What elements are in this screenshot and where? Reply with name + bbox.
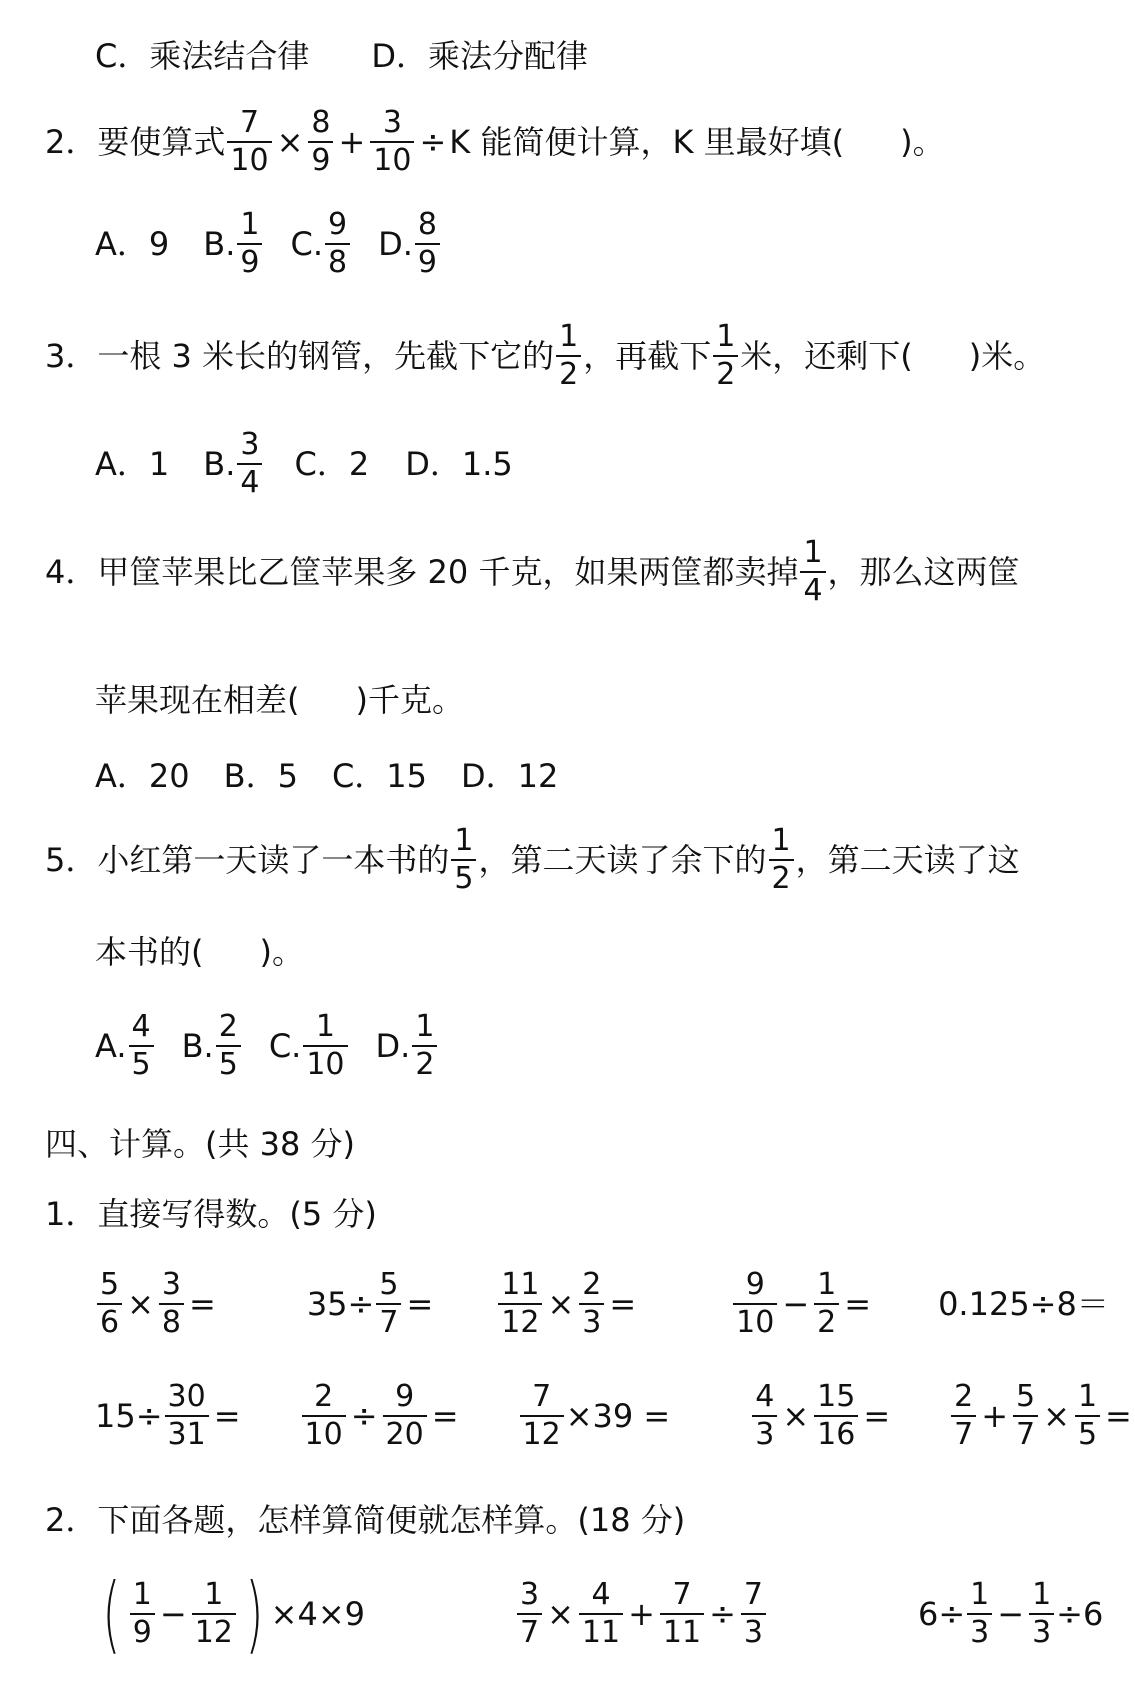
question-4-options bbox=[95, 757, 559, 795]
equals-sign: = bbox=[213, 1397, 241, 1435]
fraction bbox=[165, 1379, 209, 1452]
question-5-stem bbox=[45, 823, 1020, 896]
question-5-options bbox=[95, 1009, 439, 1082]
denominator: 5 bbox=[129, 1045, 154, 1080]
left-paren: ( bbox=[102, 1565, 121, 1663]
numerator: 7 bbox=[239, 105, 260, 140]
fraction bbox=[967, 1577, 992, 1650]
denominator: 9 bbox=[130, 1613, 155, 1648]
numerator: 2 bbox=[582, 1267, 602, 1302]
numerator: 15 bbox=[817, 1379, 856, 1414]
numerator: 8 bbox=[311, 105, 331, 140]
expr-8 bbox=[518, 1379, 671, 1452]
operator: × bbox=[127, 1285, 154, 1323]
fraction bbox=[517, 1577, 542, 1650]
fraction bbox=[741, 1577, 766, 1650]
fraction bbox=[660, 1577, 704, 1650]
fraction bbox=[1029, 1577, 1054, 1650]
fraction bbox=[769, 823, 794, 896]
part-1-title: 1．直接写得数。(5 分) bbox=[45, 1195, 377, 1233]
expr-2 bbox=[306, 1267, 436, 1340]
denominator: 12 bbox=[498, 1303, 542, 1338]
denominator: 10 bbox=[227, 141, 271, 176]
equals-sign: = bbox=[609, 1285, 637, 1323]
q3-number: 3． bbox=[45, 337, 98, 375]
numerator: 1 bbox=[1032, 1577, 1052, 1612]
expr-1 bbox=[95, 1267, 219, 1340]
numerator: 3 bbox=[520, 1577, 540, 1612]
q3-option-c: C．2 bbox=[294, 445, 370, 483]
fraction bbox=[1075, 1379, 1100, 1452]
denominator: 2 bbox=[814, 1303, 839, 1338]
numerator: 2 bbox=[314, 1379, 334, 1414]
fraction bbox=[415, 207, 440, 280]
expr-prefix: 6÷ bbox=[918, 1595, 966, 1633]
denominator: 3 bbox=[579, 1303, 604, 1338]
numerator: 1 bbox=[132, 1577, 152, 1612]
q4-number: 4． bbox=[45, 553, 98, 591]
numerator: 2 bbox=[218, 1009, 238, 1044]
equals-sign: = bbox=[189, 1285, 216, 1323]
q5-text-2: ，第二天读了余下的 bbox=[478, 841, 767, 879]
expr-10 bbox=[949, 1379, 1135, 1452]
fraction bbox=[951, 1379, 976, 1452]
denominator: 2 bbox=[713, 355, 738, 390]
denominator: 11 bbox=[579, 1613, 623, 1648]
denominator: 6 bbox=[97, 1303, 122, 1338]
fraction bbox=[97, 1267, 122, 1340]
expr-prefix: 15÷ bbox=[95, 1397, 163, 1435]
q4-text-1: 甲筐苹果比乙筐苹果多 20 千克，如果两筐都卖掉 bbox=[97, 553, 799, 591]
numerator: 11 bbox=[501, 1267, 540, 1302]
q2-number: 2． bbox=[45, 123, 98, 161]
numerator: 9 bbox=[395, 1379, 415, 1414]
q5-option-d-label: D. bbox=[375, 1027, 411, 1065]
fraction bbox=[412, 1009, 437, 1082]
fraction bbox=[498, 1267, 542, 1340]
q1-options-tail bbox=[95, 37, 589, 75]
q1-option-c: C．乘法结合律 bbox=[95, 37, 310, 75]
numerator: 1 bbox=[415, 1009, 435, 1044]
expr-3 bbox=[496, 1267, 639, 1340]
numerator: 3 bbox=[161, 1267, 181, 1302]
denominator: 7 bbox=[517, 1613, 542, 1648]
q2-option-d-label: D. bbox=[378, 225, 413, 263]
fraction bbox=[130, 1577, 155, 1650]
denominator: 5 bbox=[216, 1045, 241, 1080]
q3-text-3: 米，还剩下( bbox=[740, 337, 913, 375]
fraction bbox=[159, 1267, 184, 1340]
fraction bbox=[451, 823, 476, 896]
numerator: 1 bbox=[204, 1577, 224, 1612]
denominator: 9 bbox=[237, 243, 262, 278]
numerator: 4 bbox=[755, 1379, 775, 1414]
numerator: 1 bbox=[1077, 1379, 1098, 1414]
numerator: 7 bbox=[672, 1577, 692, 1612]
denominator: 31 bbox=[165, 1415, 209, 1450]
expr-5: 0.125÷8＝ bbox=[938, 1285, 1109, 1323]
q5-option-b-label: B. bbox=[181, 1027, 214, 1065]
fraction bbox=[520, 1379, 564, 1452]
numerator: 8 bbox=[417, 207, 437, 242]
fraction bbox=[302, 1379, 346, 1452]
question-2-options bbox=[95, 207, 442, 280]
denominator: 10 bbox=[733, 1303, 777, 1338]
fraction bbox=[814, 1267, 839, 1340]
q4-option-b: B．5 bbox=[223, 757, 298, 795]
denominator: 11 bbox=[660, 1613, 704, 1648]
denominator: 3 bbox=[752, 1415, 777, 1450]
numerator: 1 bbox=[454, 823, 474, 858]
operator: + bbox=[338, 123, 366, 161]
denominator: 2 bbox=[556, 355, 581, 390]
simplify-expr-2 bbox=[515, 1577, 768, 1650]
operator: × bbox=[1043, 1397, 1070, 1435]
numerator: 7 bbox=[532, 1379, 552, 1414]
denominator: 10 bbox=[303, 1045, 347, 1080]
q3-option-a: A．1 bbox=[95, 445, 170, 483]
expr-4 bbox=[731, 1267, 874, 1340]
denominator: 8 bbox=[325, 243, 350, 278]
part-2-title: 2．下面各题，怎样算简便就怎样算。(18 分) bbox=[45, 1501, 686, 1539]
fraction bbox=[1013, 1379, 1038, 1452]
denominator: 12 bbox=[192, 1613, 236, 1648]
operator: × bbox=[782, 1397, 810, 1435]
q2-text-post: K 能简便计算，K 里最好填( bbox=[449, 123, 845, 161]
simplify-expr-1 bbox=[95, 1565, 365, 1663]
right-paren: ) bbox=[245, 1565, 264, 1663]
denominator: 9 bbox=[415, 243, 440, 278]
fraction bbox=[556, 319, 581, 392]
expr-suffix: ÷6 bbox=[1056, 1595, 1104, 1633]
fraction bbox=[129, 1009, 154, 1082]
numerator: 1 bbox=[970, 1577, 990, 1612]
expr-6 bbox=[95, 1379, 244, 1452]
fraction bbox=[713, 319, 738, 392]
q5-text-3: ，第二天读了这 bbox=[795, 841, 1020, 879]
q3-option-d: D．1.5 bbox=[405, 445, 513, 483]
expr-prefix: 35÷ bbox=[306, 1285, 375, 1323]
question-5-stem-cont bbox=[95, 933, 304, 971]
denominator: 12 bbox=[520, 1415, 564, 1450]
numerator: 3 bbox=[240, 427, 260, 462]
numerator: 30 bbox=[167, 1379, 206, 1414]
q4-text-2: ，那么这两筐 bbox=[827, 553, 1020, 591]
numerator: 5 bbox=[100, 1267, 120, 1302]
q4-option-a: A．20 bbox=[95, 757, 190, 795]
fraction bbox=[227, 105, 271, 178]
operator: × bbox=[547, 1595, 574, 1633]
q2-option-a: A．9 bbox=[95, 225, 170, 263]
numerator: 5 bbox=[379, 1267, 399, 1302]
fraction bbox=[733, 1267, 777, 1340]
expr-7 bbox=[300, 1379, 462, 1452]
equals-sign: = bbox=[431, 1397, 459, 1435]
fraction bbox=[800, 535, 825, 608]
denominator: 7 bbox=[951, 1415, 976, 1450]
numerator: 7 bbox=[743, 1577, 763, 1612]
simplify-row bbox=[95, 1565, 1104, 1663]
q3-text-end: )米。 bbox=[968, 337, 1046, 375]
q3-text-2: ，再截下 bbox=[583, 337, 712, 375]
fraction bbox=[376, 1267, 401, 1340]
numerator: 1 bbox=[240, 207, 260, 242]
numerator: 4 bbox=[591, 1577, 611, 1612]
operator: ÷ bbox=[350, 1397, 378, 1435]
fraction bbox=[579, 1267, 604, 1340]
q4-text-3: 苹果现在相差( bbox=[95, 681, 300, 719]
expr-suffix: ×39 = bbox=[565, 1397, 671, 1435]
q2-option-c-label: C. bbox=[290, 225, 323, 263]
fraction bbox=[814, 1379, 858, 1452]
q5-option-c-label: C. bbox=[268, 1027, 302, 1065]
denominator: 3 bbox=[1029, 1613, 1054, 1648]
q2-option-b-label: B. bbox=[203, 225, 236, 263]
fraction bbox=[383, 1379, 427, 1452]
denominator: 7 bbox=[376, 1303, 401, 1338]
denominator: 3 bbox=[967, 1613, 992, 1648]
operator: × bbox=[547, 1285, 575, 1323]
q2-text-end: )。 bbox=[900, 123, 945, 161]
denominator: 3 bbox=[741, 1613, 766, 1648]
denominator: 5 bbox=[1075, 1415, 1100, 1450]
operator: − bbox=[782, 1285, 810, 1323]
denominator: 9 bbox=[308, 141, 333, 176]
fraction bbox=[308, 105, 333, 178]
q2-text-pre: 要使算式 bbox=[97, 123, 226, 161]
expr-suffix: ×4×9 bbox=[270, 1595, 365, 1633]
question-3-options bbox=[95, 427, 513, 500]
denominator: 10 bbox=[370, 141, 414, 176]
denominator: 20 bbox=[383, 1415, 427, 1450]
question-4-stem-cont bbox=[95, 681, 464, 719]
fraction bbox=[370, 105, 414, 178]
fraction bbox=[216, 1009, 241, 1082]
fraction bbox=[237, 207, 262, 280]
fraction bbox=[752, 1379, 777, 1452]
numerator: 1 bbox=[803, 535, 823, 570]
equals-sign: = bbox=[406, 1285, 434, 1323]
q1-option-d: D．乘法分配律 bbox=[371, 37, 589, 75]
fraction bbox=[303, 1009, 347, 1082]
q4-option-d: D．12 bbox=[461, 757, 559, 795]
fraction bbox=[192, 1577, 236, 1650]
section-4-title: 四、计算。(共 38 分) bbox=[45, 1125, 356, 1163]
question-2-stem bbox=[45, 105, 945, 178]
q3-option-b-label: B. bbox=[203, 445, 236, 483]
question-4-stem bbox=[45, 535, 1020, 608]
numerator: 1 bbox=[716, 319, 736, 354]
expr-9 bbox=[750, 1379, 893, 1452]
equals-sign: = bbox=[844, 1285, 872, 1323]
denominator: 10 bbox=[302, 1415, 346, 1450]
denominator: 2 bbox=[412, 1045, 437, 1080]
equals-sign: = bbox=[1105, 1397, 1132, 1435]
numerator: 1 bbox=[315, 1009, 335, 1044]
numerator: 9 bbox=[328, 207, 348, 242]
operator: ÷ bbox=[709, 1595, 736, 1633]
expr-row-1 bbox=[95, 1267, 1109, 1340]
denominator: 8 bbox=[159, 1303, 184, 1338]
numerator: 1 bbox=[771, 823, 791, 858]
denominator: 16 bbox=[814, 1415, 858, 1450]
numerator: 5 bbox=[1016, 1379, 1036, 1414]
simplify-expr-3 bbox=[918, 1577, 1104, 1650]
denominator: 2 bbox=[769, 859, 794, 894]
equals-sign: = bbox=[863, 1397, 891, 1435]
operator: × bbox=[276, 123, 304, 161]
denominator: 5 bbox=[451, 859, 476, 894]
q3-text-1: 一根 3 米长的钢管，先截下它的 bbox=[97, 337, 555, 375]
q4-text-end: )千克。 bbox=[355, 681, 464, 719]
numerator: 3 bbox=[382, 105, 402, 140]
denominator: 4 bbox=[237, 463, 262, 498]
numerator: 9 bbox=[745, 1267, 765, 1302]
q5-number: 5． bbox=[45, 841, 98, 879]
fraction bbox=[579, 1577, 623, 1650]
operator: ÷ bbox=[419, 123, 447, 161]
numerator: 1 bbox=[559, 319, 579, 354]
fraction bbox=[325, 207, 350, 280]
q5-text-4: 本书的( bbox=[95, 933, 204, 971]
fraction bbox=[237, 427, 262, 500]
q4-option-c: C．15 bbox=[331, 757, 428, 795]
numerator: 4 bbox=[131, 1009, 151, 1044]
question-3-stem bbox=[45, 319, 1046, 392]
numerator: 1 bbox=[817, 1267, 837, 1302]
q5-text-end: )。 bbox=[259, 933, 304, 971]
q5-text-1: 小红第一天读了一本书的 bbox=[97, 841, 450, 879]
numerator: 2 bbox=[954, 1379, 974, 1414]
operator: + bbox=[981, 1397, 1009, 1435]
operator: + bbox=[628, 1595, 655, 1633]
q5-option-a-label: A. bbox=[95, 1027, 127, 1065]
denominator: 4 bbox=[800, 571, 825, 606]
operator: − bbox=[997, 1595, 1025, 1633]
operator: − bbox=[159, 1595, 187, 1633]
expr-row-2 bbox=[95, 1379, 1135, 1452]
denominator: 7 bbox=[1013, 1415, 1038, 1450]
